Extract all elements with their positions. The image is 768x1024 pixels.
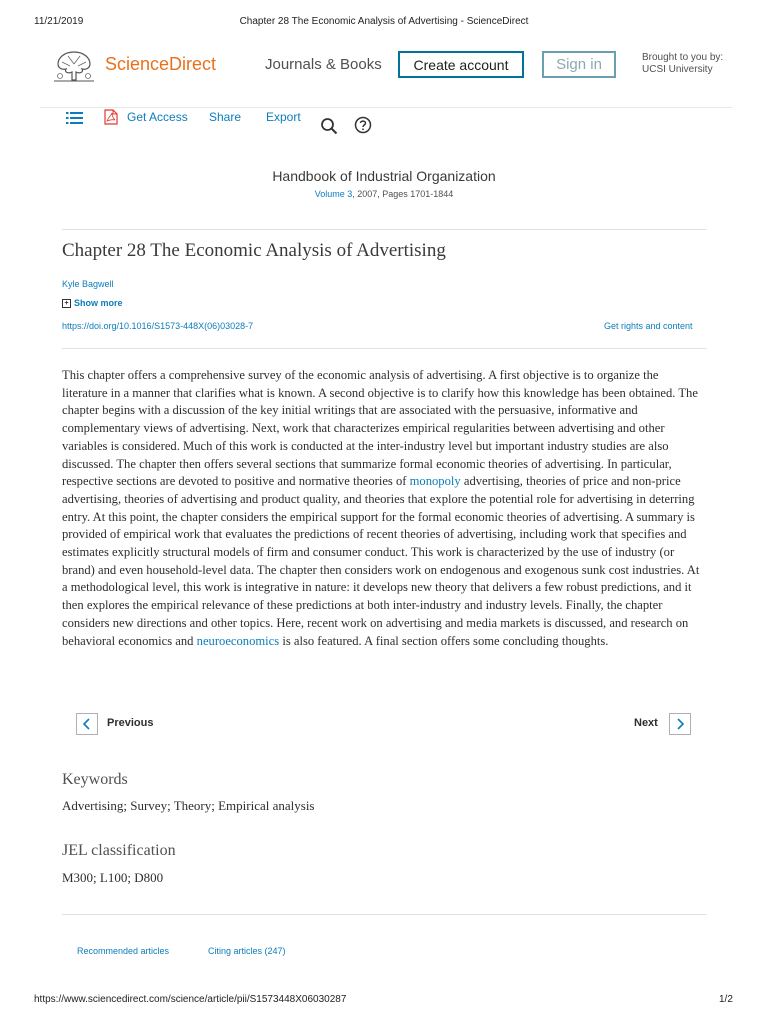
volume-link[interactable]: Volume 3: [314, 189, 353, 199]
print-title: Chapter 28 The Economic Analysis of Advertising - ScienceDirect: [239, 16, 529, 27]
rights-link[interactable]: Get rights and content: [604, 321, 693, 331]
previous-label[interactable]: Previous: [107, 717, 154, 729]
next-label[interactable]: Next: [634, 717, 658, 729]
abstract-part: is also featured. A final section offers some concluding thoughts.: [279, 633, 609, 648]
divider: [62, 348, 707, 349]
previous-button[interactable]: [76, 713, 98, 735]
export-link[interactable]: Export: [266, 110, 301, 124]
neuroeconomics-link[interactable]: neuroeconomics: [196, 633, 280, 648]
print-url: https://www.sciencedirect.com/science/article/pii/S1573448X06030287: [34, 994, 347, 1005]
chevron-right-icon: [675, 718, 685, 730]
plus-icon: +: [62, 299, 71, 308]
chevron-left-icon: [82, 718, 92, 730]
abstract-text: [62, 367, 704, 650]
brand-name[interactable]: ScienceDirect: [105, 54, 217, 74]
print-date: 11/21/2019: [34, 16, 84, 27]
sign-in-button[interactable]: Sign in: [542, 51, 616, 78]
header-divider: [40, 107, 732, 108]
elsevier-tree-logo[interactable]: [50, 46, 98, 84]
pdf-icon[interactable]: [104, 109, 118, 125]
doi-link[interactable]: https://doi.org/10.1016/S1573-448X(06)03028-7: [62, 321, 254, 331]
get-access-link[interactable]: Get Access: [127, 110, 188, 124]
search-icon[interactable]: [320, 117, 338, 135]
article-title: Chapter 28 The Economic Analysis of Advertising: [62, 240, 446, 261]
institution-info: [642, 52, 723, 76]
tab-citing-articles[interactable]: Citing articles (247): [208, 946, 286, 956]
divider: [62, 229, 707, 230]
abstract-part: This chapter offers a comprehensive survey of the economic analysis of advertising. A first objective is to organize the literature in a manner that clarifies what is known. A second objective is to clarify how this knowledge has been obtained. The chapter begins with a discussion of the key initial writings that are associated with the persuasive, informative and complementary views of advertising. Next, work that characterizes empirical regularities between advertising and other variables is considered. Much of this work is conducted at the inter-industry level but important industry studies are also discussed. The chapter then offers several sections that summarize formal economic theories of advertising. In particular, respective sections are devoted to positive and normative theories of: [62, 368, 698, 489]
monopoly-link[interactable]: monopoly: [409, 474, 461, 489]
print-page: 1/2: [719, 994, 733, 1005]
next-button[interactable]: [669, 713, 691, 735]
jel-heading: JEL classification: [62, 842, 176, 859]
abstract-part: advertising, theories of price and non-price advertising, theories of advertising and product quality, and theories that explore the potential role for advertising in deterring entry. At this point, the chapter considers the empirical support for the formal economic theories of advertising. A summary is provided of empirical work that evaluates the predictions of recent theories of advertising, including work that specifies and estimates explicitly structural models of firm and consumer conduct. This work is characterized by the use of industry (or brand) and even household-level data. The chapter then considers work on endogenous and exogenous sunk cost industries. At a methodological level, this work is integrative in nature: it develops new theory that delivers a few robust predictions, and it then explores the empirical relevance of these predictions at both inter-industry and industry levels. Finally, the chapter considers new directions and other topics. Here, recent work on advertising and media markets is discussed, and research on behavioral economics and: [62, 474, 700, 648]
show-more-button[interactable]: [62, 298, 123, 308]
divider: [62, 914, 707, 915]
journals-books-link[interactable]: Journals & Books: [265, 56, 382, 73]
keywords-heading: Keywords: [62, 771, 128, 788]
institution-name: UCSI University: [642, 64, 713, 75]
keywords-list: Advertising; Survey; Theory; Empirical analysis: [62, 798, 315, 813]
publication-meta: [0, 189, 768, 199]
list-icon[interactable]: [66, 111, 84, 125]
publication-title[interactable]: Handbook of Industrial Organization: [272, 168, 496, 184]
share-link[interactable]: Share: [209, 110, 242, 124]
jel-list: M300; L100; D800: [62, 870, 164, 885]
volume-details: , 2007, Pages 1701-1844: [352, 189, 454, 199]
tab-recommended-articles[interactable]: Recommended articles: [77, 946, 170, 956]
brought-label: Brought to you by:: [642, 52, 724, 63]
create-account-button[interactable]: Create account: [398, 51, 524, 78]
author-link[interactable]: Kyle Bagwell: [62, 279, 114, 289]
help-icon[interactable]: [354, 116, 372, 134]
show-more-label: Show more: [74, 298, 123, 308]
